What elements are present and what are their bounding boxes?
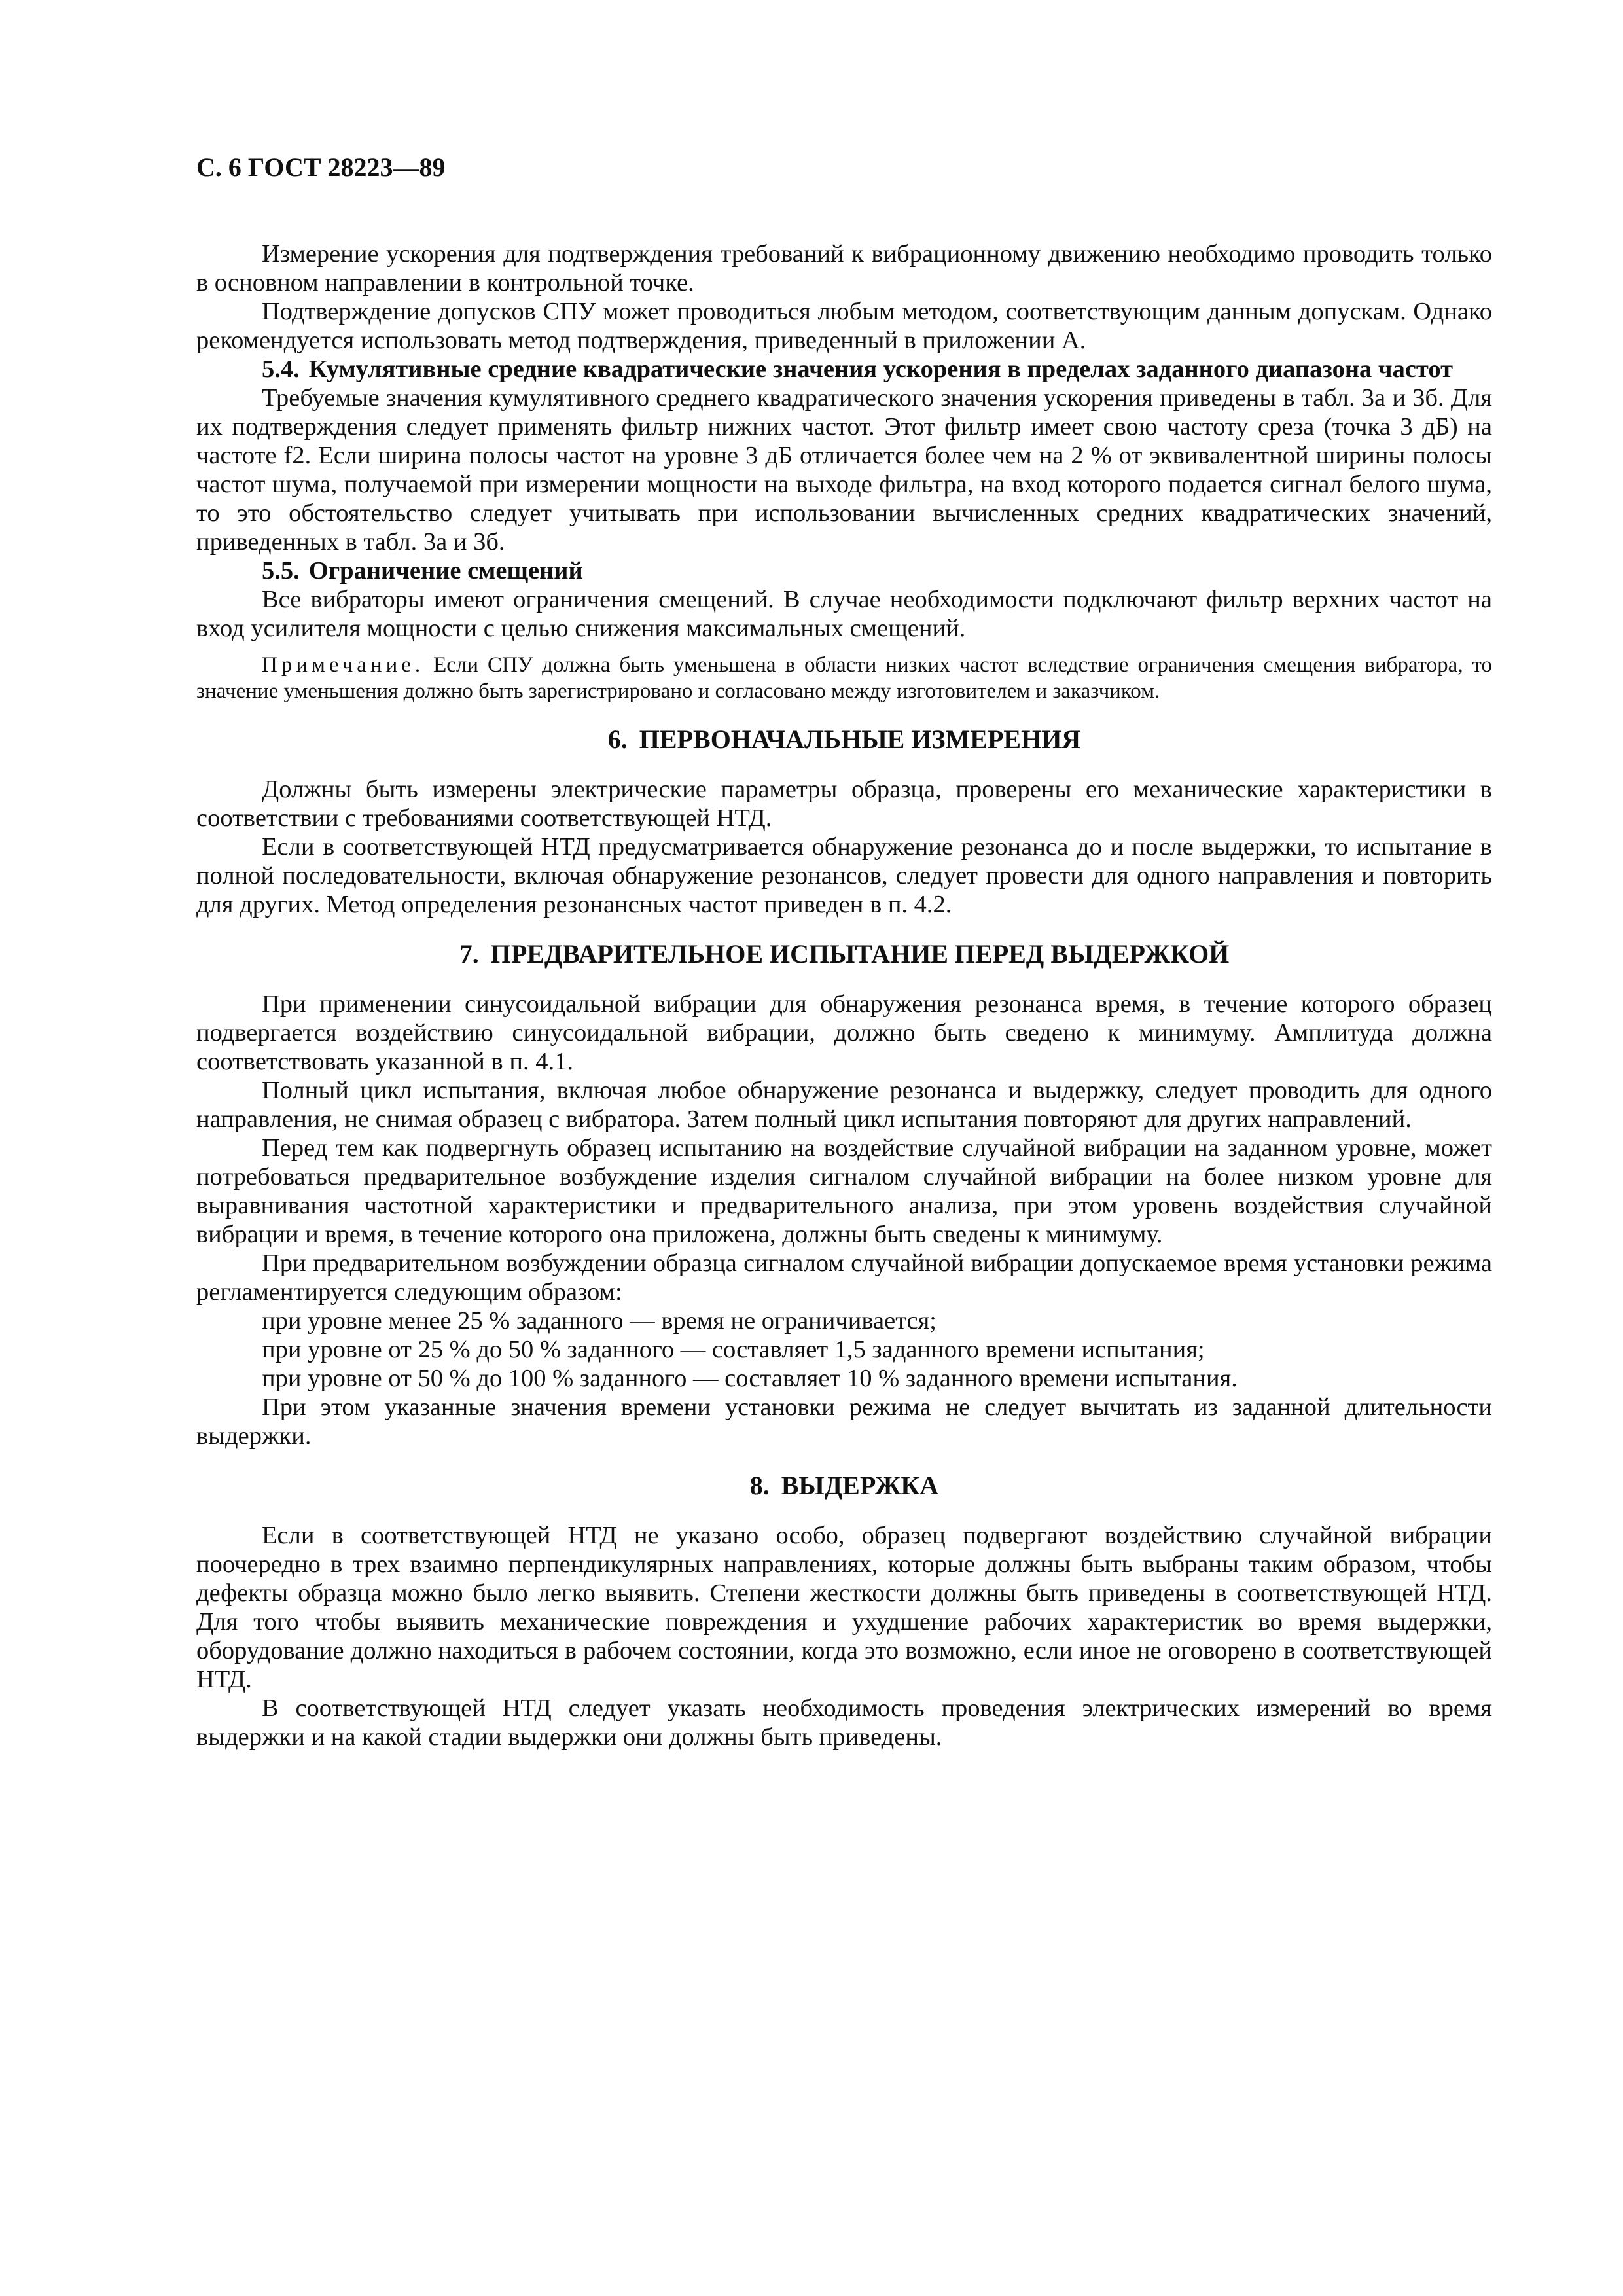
subsection-heading-5-4	[196, 355, 1492, 384]
subsection-number: 5.5.	[262, 557, 300, 584]
section-number: 7.	[459, 939, 479, 969]
subsection-number: 5.4.	[262, 355, 300, 383]
subsection-title: Кумулятивные средние квадратические значения ускорения в пределах заданного диапазона частот	[308, 355, 1453, 383]
list-item: при уровне от 25 % до 50 % заданного — составляет 1,5 заданного времени испытания;	[262, 1336, 1205, 1363]
subsection-heading-5-5	[196, 556, 1492, 585]
paragraph: Перед тем как подвергнуть образец испытанию на воздействие случайной вибрации на заданном уровне, может потребоваться предварительное возбуждение изделия сигналом случайной вибрации на более низком уровне для выравнивания частотной характеристики и предварительного анализа, при этом уровень воздействия случайной вибрации и время, в течение которого она приложена, должны быть сведены к минимуму.	[196, 1134, 1492, 1248]
note-label: Примечание.	[262, 653, 425, 677]
paragraph: При этом указанные значения времени установки режима не следует вычитать из заданной длительности выдержки.	[196, 1393, 1492, 1450]
section-number: 8.	[749, 1471, 770, 1500]
section-title: ВЫДЕРЖКА	[781, 1471, 939, 1500]
section-title: ПРЕДВАРИТЕЛЬНОЕ ИСПЫТАНИЕ ПЕРЕД ВЫДЕРЖКОЙ	[490, 939, 1230, 969]
paragraph: Измерение ускорения для подтверждения требований к вибрационному движению необходимо проводить только в основном направлении в контрольной точке.	[196, 240, 1492, 296]
section-number: 6.	[607, 725, 628, 754]
paragraph: При применении синусоидальной вибрации для обнаружения резонанса время, в течение которого образец подвергается воздействию синусоидальной вибрации, должно быть сведено к минимуму. Амплитуда должна соответствовать указанной в п. 4.1.	[196, 990, 1492, 1075]
note-text: Если СПУ должна быть уменьшена в области низких частот вследствие ограничения смещения вибратора, то значение уменьшения должно быть зарегистрировано и согласовано между изготовителем и заказчиком.	[196, 653, 1492, 703]
paragraph: В соответствующей НТД следует указать необходимость проведения электрических измерений во время выдержки и на какой стадии выдержки они должны быть приведены.	[196, 1695, 1492, 1751]
paragraph: Должны быть измерены электрические параметры образца, проверены его механические характеристики в соответствии с требованиями соответствующей НТД.	[196, 776, 1492, 832]
section-heading-6	[196, 724, 1492, 755]
section-heading-8	[196, 1470, 1492, 1501]
paragraph: При предварительном возбуждении образца сигналом случайной вибрации допускаемое время установки режима регламентируется следующим образом:	[196, 1249, 1492, 1306]
paragraph: Требуемые значения кумулятивного среднего квадратического значения ускорения приведены в табл. 3а и 3б. Для их подтверждения следует применять фильтр нижних частот. Этот фильтр имеет свою частоту среза (точка 3 дБ) на частоте f2. Если ширина полосы частот на уровне 3 дБ отличается более чем на 2 % от эквивалентной ширины полосы частот шума, получаемой при измерении мощности на выходе фильтра, на вход которого подается сигнал белого шума, то это обстоятельство следует учитывать при использовании вычисленных средних квадратических значений, приведенных в табл. 3а и 3б.	[196, 384, 1492, 556]
paragraph: Подтверждение допусков СПУ может проводиться любым методом, соответствующим данным допускам. Однако рекомендуется использовать метод подтверждения, приведенный в приложении А.	[196, 298, 1492, 354]
section-title: ПЕРВОНАЧАЛЬНЫЕ ИЗМЕРЕНИЯ	[639, 725, 1081, 754]
paragraph: Все вибраторы имеют ограничения смещений. В случае необходимости подключают фильтр верхних частот на вход усилителя мощности с целью снижения максимальных смещений.	[196, 586, 1492, 642]
subsection-title: Ограничение смещений	[308, 557, 583, 584]
note	[196, 652, 1492, 704]
paragraph: Если в соответствующей НТД предусматривается обнаружение резонанса до и после выдержки, то испытание в полной последовательности, включая обнаружение резонансов, следует провести для одного направления и повторить для других. Метод определения резонансных частот приведен в п. 4.2.	[196, 833, 1492, 918]
section-heading-7	[196, 939, 1492, 970]
list-item: при уровне менее 25 % заданного — время не ограничивается;	[262, 1307, 936, 1335]
paragraph: Если в соответствующей НТД не указано особо, образец подвергают воздействию случайной вибрации поочередно в трех взаимно перпендикулярных направлениях, которые должны быть выбраны таким образом, чтобы дефекты образца можно было легко выявить. Степени жесткости должны быть приведены в соответствующей НТД. Для того чтобы выявить механические повреждения и ухудшение рабочих характеристик во время выдержки, оборудование должно находиться в рабочем состоянии, когда это возможно, если иное не оговорено в соответствующей НТД.	[196, 1522, 1492, 1693]
list-item: при уровне от 50 % до 100 % заданного — составляет 10 % заданного времени испытания.	[262, 1365, 1238, 1392]
paragraph: Полный цикл испытания, включая любое обнаружение резонанса и выдержку, следует проводить для одного направления, не снимая образец с вибратора. Затем полный цикл испытания повторяют для других направлений.	[196, 1077, 1492, 1133]
running-head: С. 6 ГОСТ 28223—89	[196, 152, 446, 182]
